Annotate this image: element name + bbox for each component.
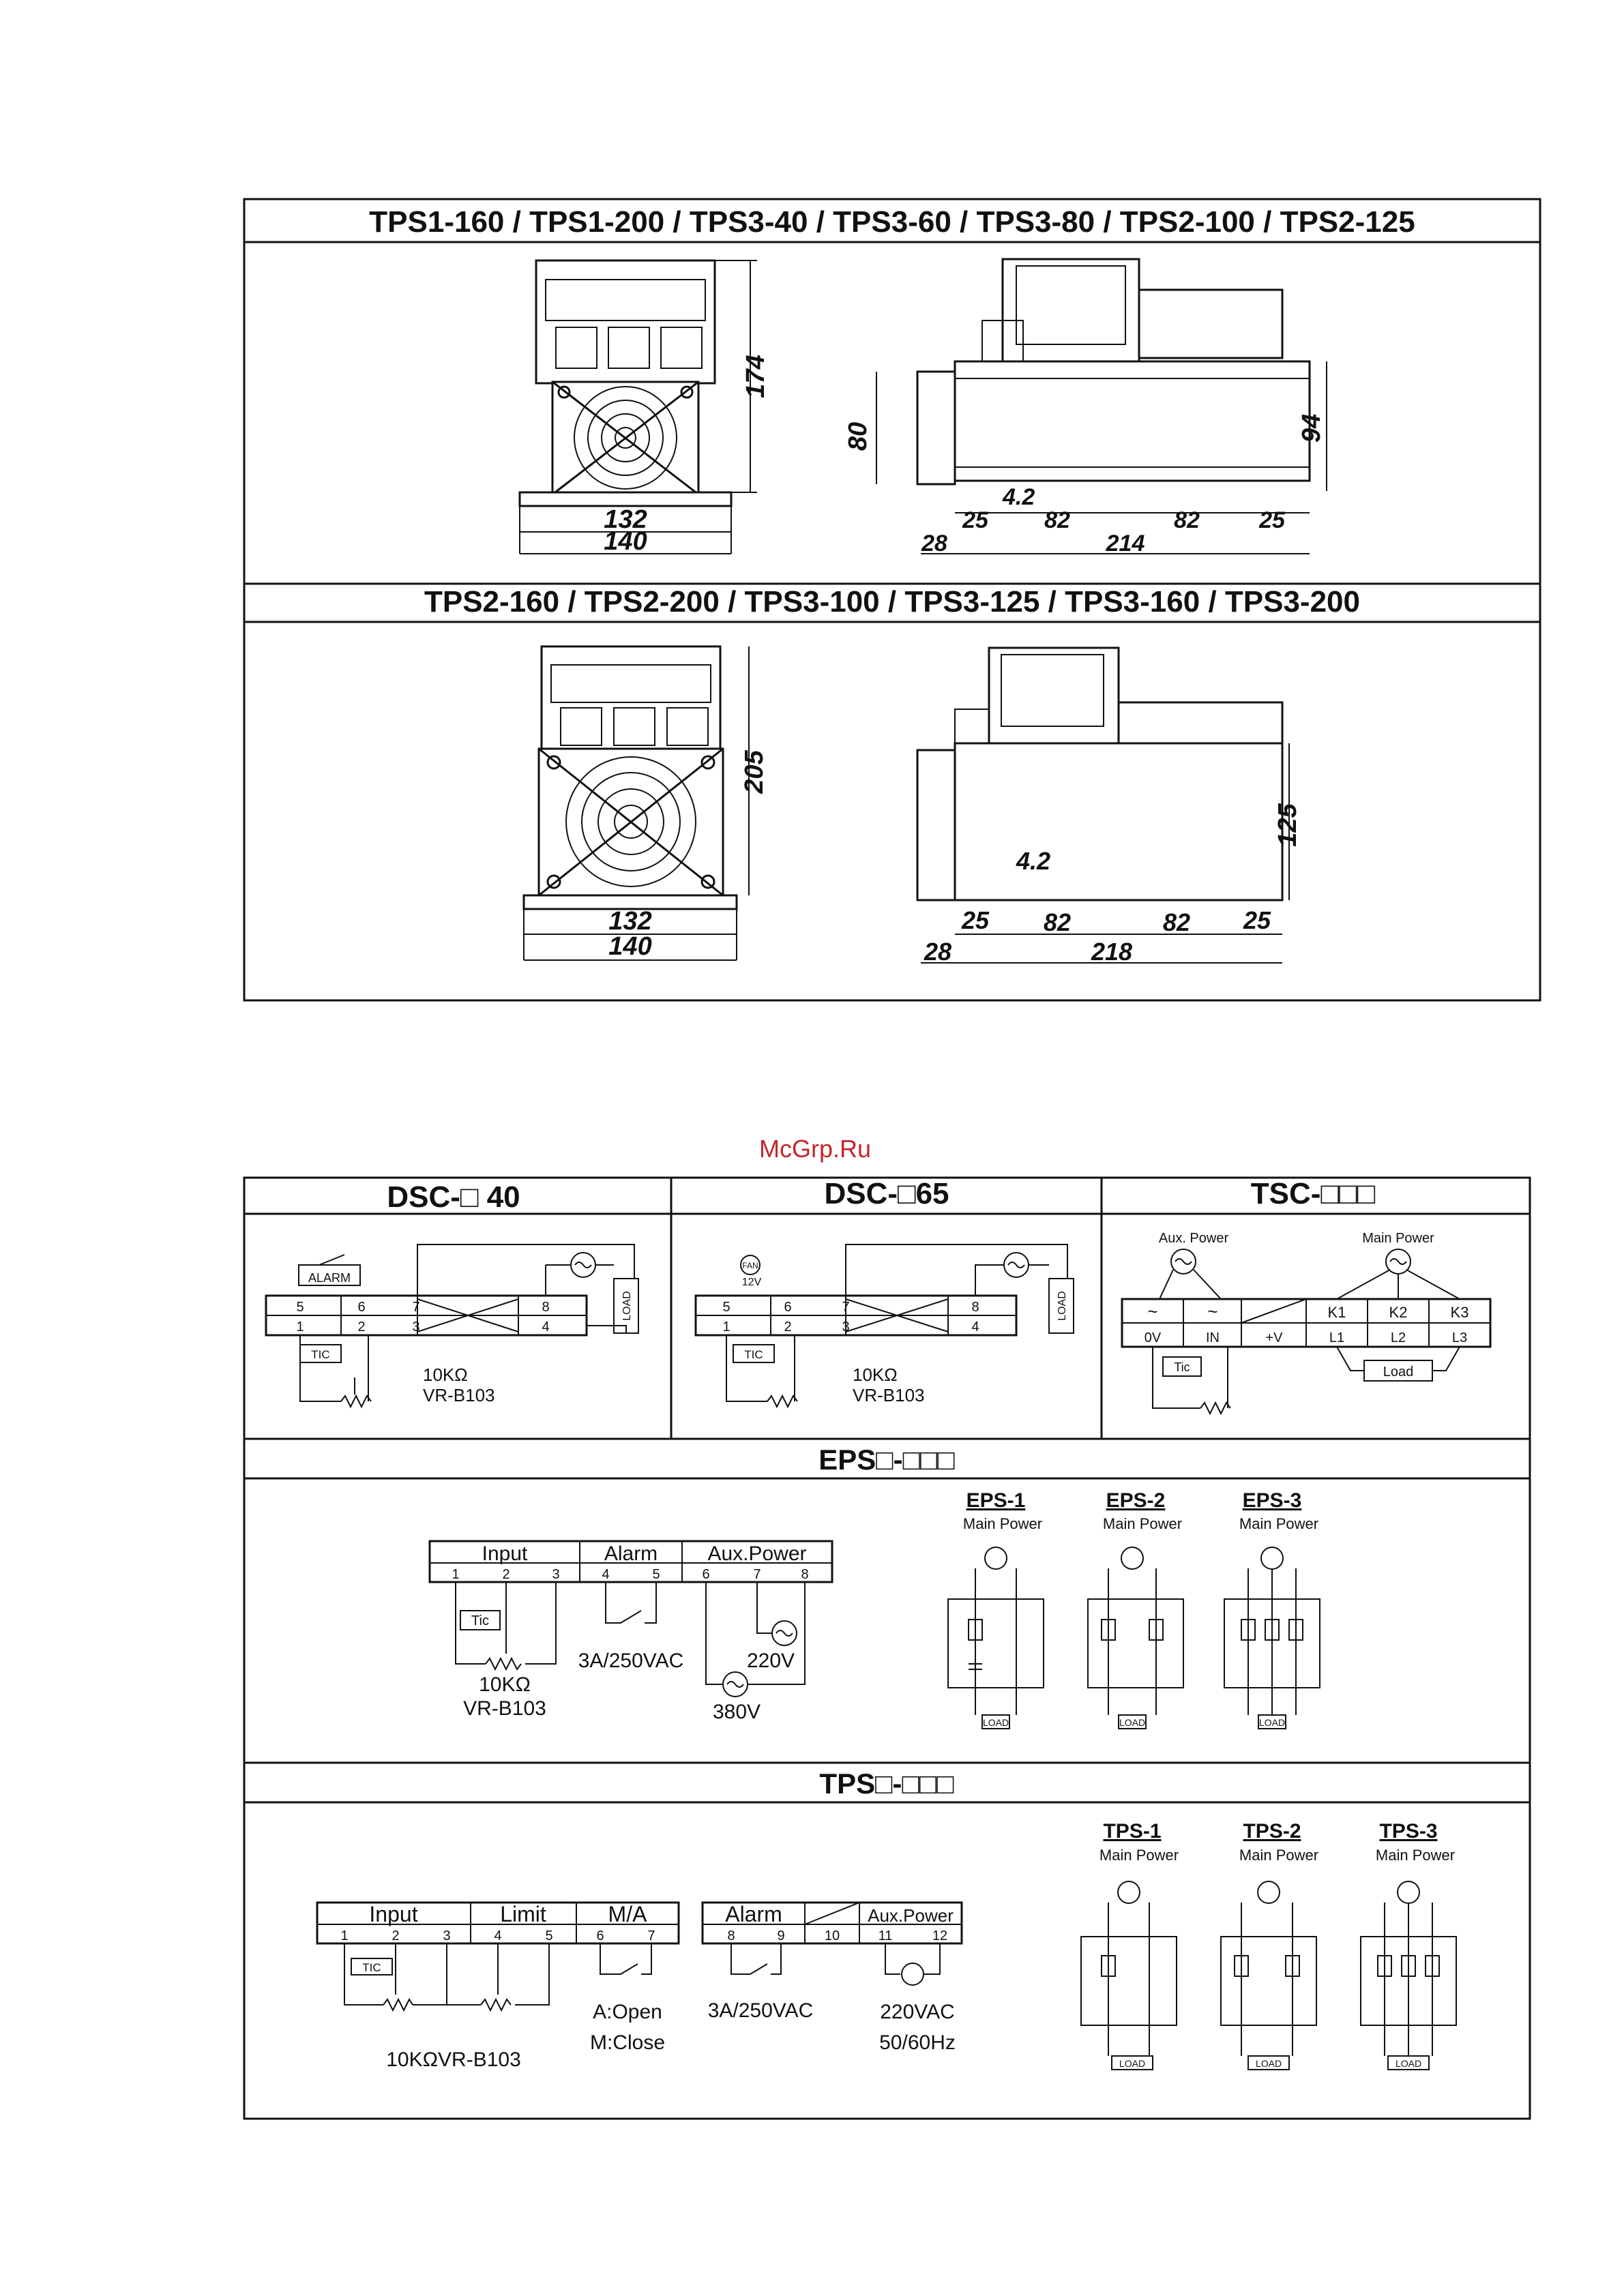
dim-side1-b: 82 [1044, 507, 1070, 533]
tsc-top-1: ~ [1207, 1301, 1218, 1322]
tps-t6: 6 [596, 1928, 604, 1943]
eps-t8: 8 [801, 1567, 809, 1582]
dsc65-t8: 8 [971, 1300, 979, 1315]
dsc40-t3: 3 [412, 1320, 420, 1335]
tps-group-ma: M/A [608, 1902, 647, 1926]
tsc-bottom-0v: 0V [1144, 1330, 1162, 1345]
eps-t7: 7 [753, 1567, 761, 1582]
eps-group-alarm: Alarm [604, 1542, 658, 1565]
tps-group-aux-power: Aux.Power [868, 1905, 954, 1926]
tps-t5: 5 [545, 1928, 553, 1943]
eps-vr: VR-B103 [463, 1697, 546, 1720]
tps-variant-2-load: LOAD [1255, 2058, 1282, 2069]
tsc-top-k2: K2 [1389, 1304, 1408, 1321]
tps-group-limit: Limit [500, 1902, 546, 1926]
dim-side2-hole: 4.2 [1016, 847, 1051, 875]
eps-variant-1-name: EPS-1 [966, 1489, 1026, 1512]
dim-side1-hole: 4.2 [1003, 484, 1035, 510]
tps-t7: 7 [647, 1928, 655, 1943]
eps-variant-3-load: LOAD [1258, 1717, 1286, 1728]
eps-variant-1-power: Main Power [962, 1515, 1043, 1532]
eps-variant-2-name: EPS-2 [1106, 1489, 1166, 1512]
tps-variant-3-load: LOAD [1395, 2058, 1422, 2069]
tsc-main-power: Main Power [1362, 1231, 1434, 1246]
dim-side1-length: 214 [1106, 531, 1145, 556]
tps-t1: 1 [340, 1928, 349, 1943]
dimension-title-1: TPS1-160 / TPS1-200 / TPS3-40 / TPS3-60 / TPS3-80 / TPS2-100 / TPS2-125 [369, 205, 1415, 239]
dim-front1-inner-width: 132 [604, 505, 647, 534]
dsc65-t1: 1 [722, 1320, 730, 1335]
dimension-title-2: TPS2-160 / TPS2-200 / TPS3-100 / TPS3-125 / TPS3-160 / TPS3-200 [424, 585, 1361, 618]
dsc40-t8: 8 [542, 1300, 550, 1315]
eps-group-input: Input [482, 1542, 528, 1565]
tps-group-alarm: Alarm [725, 1902, 782, 1926]
dim-side1-c: 82 [1174, 507, 1200, 533]
eps-variant-2-load: LOAD [1119, 1717, 1146, 1728]
tps-variant-1-load: LOAD [1119, 2058, 1146, 2069]
dsc65-fan: FAN [742, 1261, 758, 1270]
tps-variant-3-power: Main Power [1375, 1847, 1456, 1864]
tsc-bottom-l2: L2 [1390, 1330, 1406, 1345]
dim-side1-left-height: 80 [844, 421, 872, 451]
tps-title: TPS□-□□□ [819, 1768, 954, 1800]
dim-side1-offset: 28 [921, 531, 947, 556]
tps-alarm-rating: 3A/250VAC [707, 1999, 814, 2022]
dsc65-t4: 4 [971, 1320, 979, 1335]
tps-tic: TIC [362, 1961, 381, 1974]
dsc65-vr: VR-B103 [853, 1385, 925, 1405]
tps-t8: 8 [727, 1928, 735, 1943]
eps-t5: 5 [652, 1567, 660, 1582]
dim-side1-d: 25 [1259, 507, 1285, 533]
tps-resistor-vr: 10KΩVR-B103 [386, 2048, 521, 2071]
dim-side2-length: 218 [1091, 938, 1133, 966]
dsc40-t5: 5 [296, 1300, 304, 1315]
tsc-top-0: ~ [1147, 1301, 1158, 1322]
tps-t10: 10 [824, 1928, 840, 1943]
tsc-bottom-l1: L1 [1329, 1330, 1345, 1345]
tps-t11: 11 [878, 1928, 893, 1943]
dsc40-t1: 1 [296, 1320, 304, 1335]
tsc-bottom-l3: L3 [1451, 1330, 1468, 1345]
dim-side2-a: 25 [961, 906, 990, 934]
tps-variant-2-name: TPS-2 [1243, 1820, 1301, 1843]
dsc65-t5: 5 [722, 1300, 730, 1315]
dsc40-t2: 2 [357, 1320, 366, 1335]
eps-220v: 220V [746, 1650, 795, 1672]
dimensions-frame [244, 199, 1540, 1000]
dsc40-t4: 4 [542, 1320, 550, 1335]
eps-variant-2-power: Main Power [1102, 1515, 1183, 1532]
tsc-tic: Tic [1174, 1360, 1190, 1374]
tsc-load: Load [1383, 1365, 1414, 1380]
dsc40-vr: VR-B103 [423, 1385, 495, 1405]
dsc65-fan-voltage: 12V [741, 1277, 762, 1288]
dsc65-t7: 7 [842, 1300, 850, 1315]
dsc65-tic: TIC [744, 1348, 763, 1361]
dsc65-t2: 2 [784, 1320, 792, 1335]
tps-t12: 12 [932, 1928, 948, 1943]
dsc40-alarm-label: ALARM [308, 1271, 351, 1285]
dim-side2-offset: 28 [924, 938, 952, 966]
tps-t9: 9 [777, 1928, 785, 1943]
tsc-aux-power: Aux. Power [1158, 1231, 1229, 1246]
eps-alarm-rating: 3A/250VAC [578, 1650, 684, 1672]
dsc40-load: LOAD [621, 1291, 633, 1321]
tps-variant-3-name: TPS-3 [1379, 1820, 1438, 1843]
tps-variant-1-power: Main Power [1099, 1847, 1179, 1864]
tps-close: M:Close [589, 2031, 666, 2054]
tps-50-60hz: 50/60Hz [879, 2031, 956, 2054]
tps-open: A:Open [593, 2001, 662, 2023]
tps-variant-1-name: TPS-1 [1103, 1820, 1162, 1843]
dim-side2-c: 82 [1162, 908, 1191, 936]
tsc-title: TSC-□□□ [1250, 1177, 1376, 1210]
dsc40-tic: TIC [311, 1348, 330, 1361]
dsc40-t6: 6 [357, 1300, 366, 1315]
dim-front1-outer-width: 140 [604, 527, 647, 556]
watermark: McGrp.Ru [758, 1135, 872, 1163]
eps-title: EPS□-□□□ [818, 1444, 955, 1476]
dsc65-t6: 6 [784, 1300, 792, 1315]
dim-side2-d: 25 [1243, 906, 1271, 934]
dim-side1-right-height: 94 [1297, 413, 1326, 443]
tps-t2: 2 [392, 1928, 400, 1943]
eps-t1: 1 [452, 1567, 460, 1582]
dsc65-title: DSC-□65 [824, 1177, 949, 1210]
tps-t4: 4 [494, 1928, 502, 1943]
dsc40-title: DSC-□ 40 [387, 1180, 520, 1214]
dsc40-resistor: 10KΩ [423, 1365, 468, 1385]
eps-t2: 2 [502, 1567, 510, 1582]
tps-variant-2-power: Main Power [1239, 1847, 1319, 1864]
eps-t6: 6 [702, 1567, 710, 1582]
eps-variant-3-power: Main Power [1239, 1515, 1319, 1532]
tsc-bottom-plus-v: +V [1265, 1330, 1283, 1345]
dim-front2-height: 205 [740, 750, 769, 794]
dim-side2-b: 82 [1043, 908, 1072, 936]
eps-group-aux-power: Aux.Power [707, 1542, 807, 1565]
eps-380v: 380V [712, 1701, 761, 1723]
tps-group-input: Input [369, 1902, 418, 1926]
dsc65-load: LOAD [1057, 1291, 1068, 1321]
dim-side1-a: 25 [962, 507, 988, 533]
tsc-top-k3: K3 [1450, 1304, 1469, 1321]
eps-variant-1-load: LOAD [982, 1717, 1009, 1728]
tsc-bottom-in: IN [1206, 1330, 1220, 1345]
dsc65-t3: 3 [842, 1320, 850, 1335]
eps-resistor: 10KΩ [479, 1673, 531, 1696]
eps-t3: 3 [552, 1567, 560, 1582]
tsc-top-k1: K1 [1327, 1304, 1346, 1321]
dsc40-t7: 7 [412, 1300, 420, 1315]
dim-front2-inner-width: 132 [608, 907, 652, 936]
eps-variant-3-name: EPS-3 [1242, 1489, 1302, 1512]
tps-t3: 3 [443, 1928, 451, 1943]
eps-tic: Tic [471, 1613, 489, 1628]
eps-t4: 4 [602, 1567, 610, 1582]
dim-front2-outer-width: 140 [608, 932, 652, 961]
dim-side2-right-height: 125 [1273, 803, 1302, 847]
dim-front1-height: 174 [741, 355, 770, 398]
tps-220vac: 220VAC [880, 2001, 955, 2023]
dsc65-resistor: 10KΩ [853, 1365, 898, 1385]
